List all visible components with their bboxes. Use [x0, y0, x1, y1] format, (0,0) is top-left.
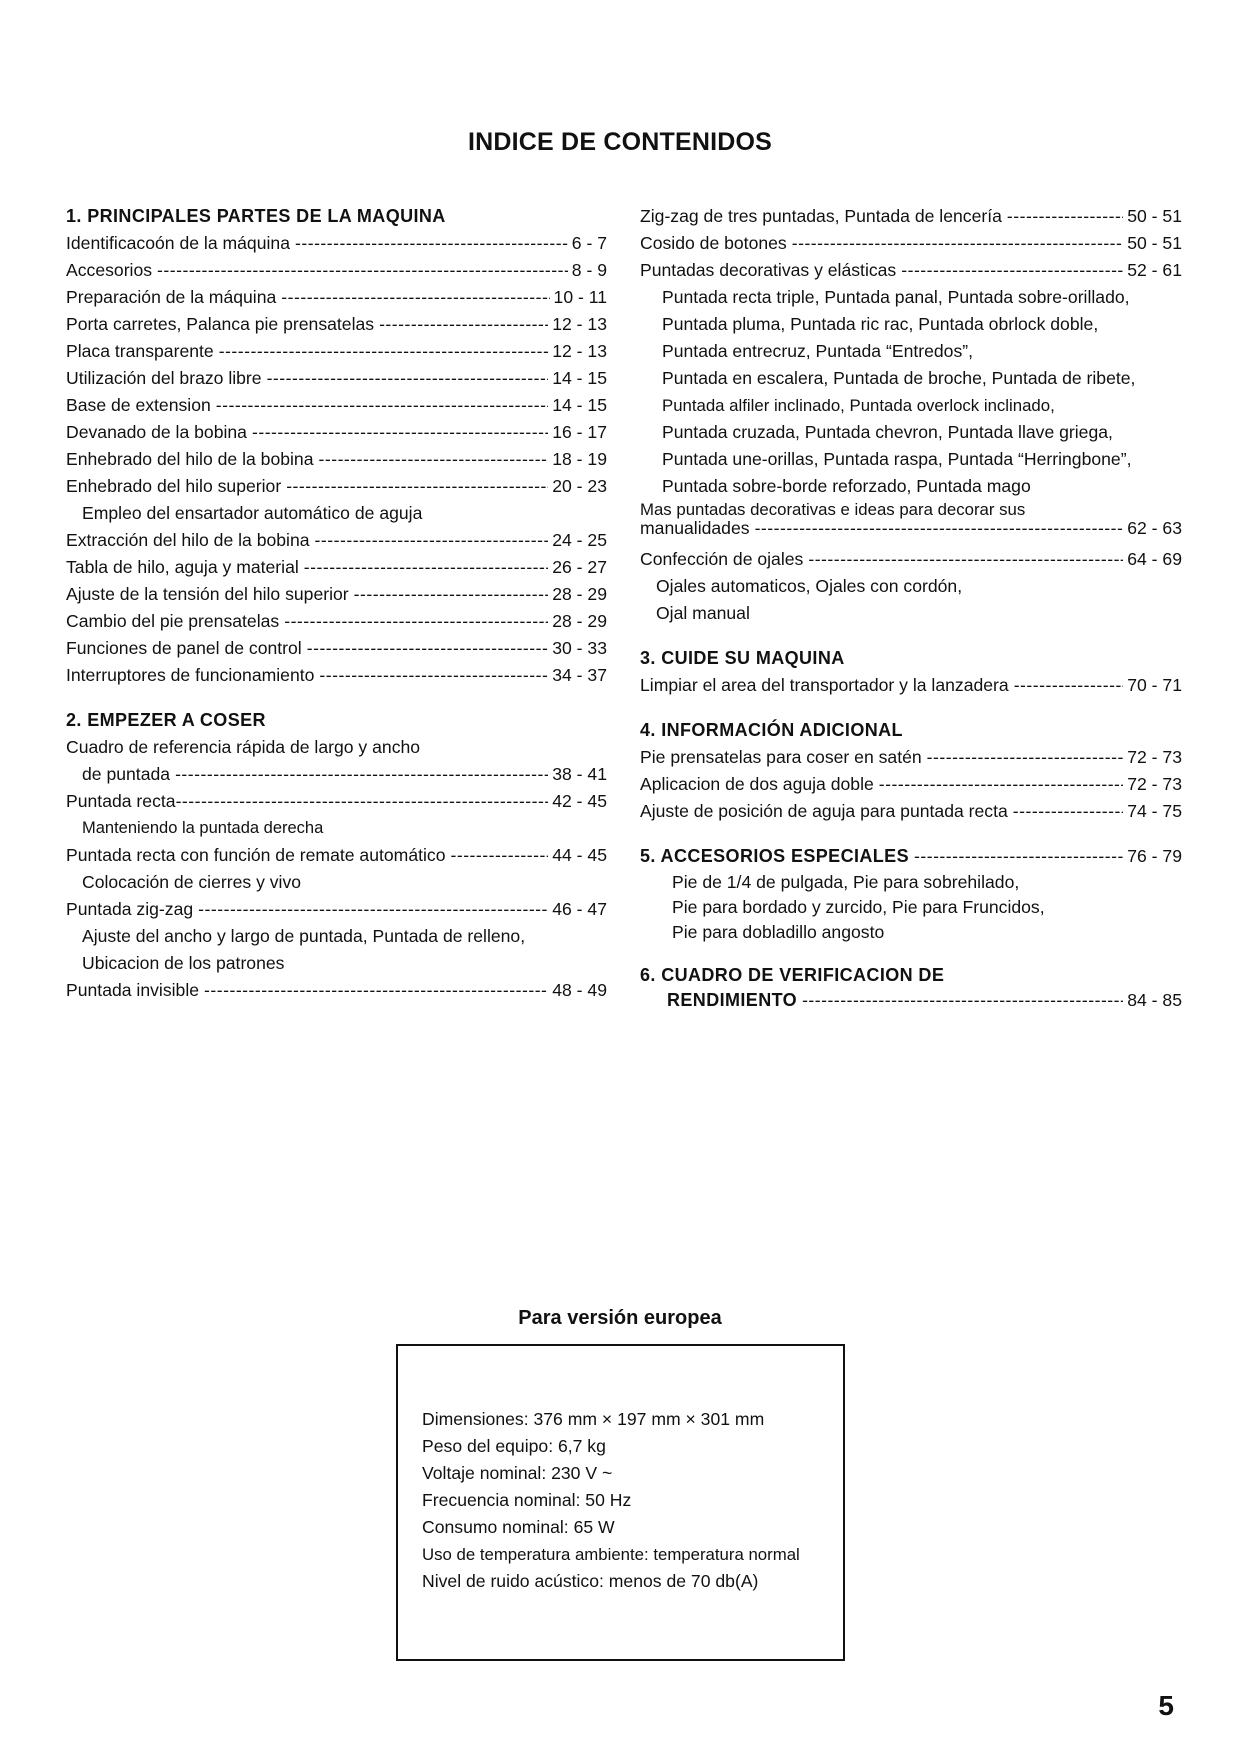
spec-line: Consumo nominal: 65 W [422, 1517, 615, 1537]
entry-title: Pie prensatelas para coser en satén [640, 747, 922, 767]
toc-subentry: Puntada entrecruz, Puntada “Entredos”, [662, 341, 974, 361]
toc-subentry: Ajuste del ancho y largo de puntada, Puntada de relleno, [82, 926, 526, 946]
entry-pages: 8 - 9 [571, 260, 607, 280]
entry-title: Ajuste de posición de aguja para puntada recta [640, 801, 1008, 821]
dot-leader [901, 257, 1123, 284]
entry-pages: 50 - 51 [1127, 233, 1182, 253]
toc-entry-line: Mas puntadas decorativas e ideas para decorar sus [640, 500, 1026, 519]
toc-entry[interactable] [66, 257, 607, 284]
dot-leader [319, 446, 549, 473]
toc-subentry: Pie para bordado y zurcido, Pie para Fruncidos, [672, 897, 1045, 917]
entry-pages: 46 - 47 [552, 899, 607, 919]
toc-subentry: Puntada recta triple, Puntada panal, Puntada sobre-orillado, [662, 287, 1130, 307]
toc-entry[interactable] [66, 554, 607, 581]
toc-subentry: Ojales automaticos, Ojales con cordón, [656, 576, 963, 596]
toc-entry[interactable] [640, 203, 1182, 230]
entry-title: Puntada invisible [66, 980, 200, 1000]
toc-subentry: Colocación de cierres y vivo [82, 872, 302, 892]
toc-entry[interactable] [66, 896, 607, 923]
entry-pages: 72 - 73 [1127, 747, 1182, 767]
toc-entry[interactable] [66, 338, 607, 365]
section-heading: 6. CUADRO DE VERIFICACION DE [640, 965, 945, 985]
entry-title: Aplicacion de dos aguja doble [640, 774, 874, 794]
dot-leader [1007, 203, 1123, 230]
toc-entry[interactable] [66, 581, 607, 608]
entry-pages: 24 - 25 [552, 530, 607, 550]
section-heading: 2. EMPEZER A COSER [66, 710, 266, 730]
dot-leader [802, 988, 1123, 1013]
entry-title: Puntada recta [66, 791, 176, 811]
dot-leader [927, 744, 1124, 771]
entry-pages: 62 - 63 [1127, 519, 1182, 538]
toc-subentry: Ubicacion de los patrones [82, 953, 285, 973]
section-heading: 1. PRINCIPALES PARTES DE LA MAQUINA [66, 206, 446, 226]
dot-leader [157, 257, 568, 284]
entry-title: Cosido de botones [640, 233, 787, 253]
toc-entry[interactable] [66, 662, 607, 689]
dot-leader [307, 635, 548, 662]
section-heading: 4. INFORMACIÓN ADICIONAL [640, 720, 903, 740]
toc-entry-line: Cuadro de referencia rápida de largo y ancho [66, 737, 421, 757]
entry-title: Cambio del pie prensatelas [66, 611, 280, 631]
entry-pages: 20 - 23 [552, 476, 607, 496]
section-heading: 3. CUIDE SU MAQUINA [640, 648, 845, 668]
specifications-list [422, 1406, 800, 1595]
toc-entry[interactable] [640, 546, 1182, 573]
toc-entry[interactable] [66, 608, 607, 635]
dot-leader [808, 546, 1123, 573]
entry-title: Zig-zag de tres puntadas, Puntada de lencería [640, 206, 1002, 226]
entry-title: Puntadas decorativas y elásticas [640, 260, 897, 280]
entry-title: Identificacoón de la máquina [66, 233, 290, 253]
spec-line: Uso de temperatura ambiente: temperatura normal [422, 1545, 800, 1564]
entry-pages: 10 - 11 [553, 287, 607, 307]
entry-title: Tabla de hilo, aguja y material [66, 557, 299, 577]
toc-section-entry[interactable] [640, 988, 1182, 1013]
dot-leader [1013, 798, 1123, 825]
toc-subentry: Puntada sobre-borde reforzado, Puntada mago [662, 476, 1031, 496]
toc-entry[interactable] [640, 771, 1182, 798]
toc-left-column [66, 203, 607, 1004]
toc-entry[interactable] [640, 744, 1182, 771]
toc-entry[interactable] [66, 761, 607, 788]
entry-pages: 50 - 51 [1127, 206, 1182, 226]
entry-pages: 28 - 29 [552, 611, 607, 631]
toc-subentry: Empleo del ensartador automático de aguja [82, 503, 423, 523]
toc-subentry: Puntada une-orillas, Puntada raspa, Puntada “Herringbone”, [662, 449, 1132, 469]
dot-leader [175, 761, 548, 788]
entry-title: manualidades [640, 519, 750, 538]
toc-entry[interactable] [66, 419, 607, 446]
entry-title: Porta carretes, Palanca pie prensatelas [66, 314, 375, 334]
spec-line: Dimensiones: 376 mm × 197 mm × 301 mm [422, 1409, 765, 1429]
entry-title: Limpiar el area del transportador y la lanzadera [640, 675, 1009, 695]
toc-subentry: Pie para dobladillo angosto [672, 922, 885, 942]
dot-leader [315, 527, 549, 554]
toc-subentry: Puntada alfiler inclinado, Puntada overlock inclinado, [662, 396, 1055, 415]
entry-title: Puntada zig-zag [66, 899, 194, 919]
toc-entry[interactable] [66, 527, 607, 554]
toc-entry[interactable] [66, 446, 607, 473]
dot-leader [295, 230, 568, 257]
entry-pages: 26 - 27 [552, 557, 607, 577]
european-version-title: Para versión europea [518, 1307, 722, 1329]
entry-title: Confección de ojales [640, 549, 804, 569]
entry-pages: 44 - 45 [552, 845, 607, 865]
dot-leader [204, 977, 548, 1004]
toc-section-entry[interactable] [640, 843, 1182, 870]
spec-line: Frecuencia nominal: 50 Hz [422, 1490, 632, 1510]
entry-title: de puntada [82, 764, 171, 784]
dot-leader [219, 338, 549, 365]
entry-title: Utilización del brazo libre [66, 368, 262, 388]
dot-leader [1014, 672, 1124, 699]
toc-entry[interactable] [66, 311, 607, 338]
entry-title: Accesorios [66, 260, 153, 280]
dot-leader [450, 842, 548, 869]
page-title: INDICE DE CONTENIDOS [467, 128, 773, 156]
dot-leader [319, 662, 548, 689]
entry-title: Puntada recta con función de remate automático [66, 845, 446, 865]
toc-entry[interactable] [640, 230, 1182, 257]
dot-leader [304, 554, 548, 581]
dot-leader [879, 771, 1123, 798]
entry-pages: 64 - 69 [1127, 549, 1182, 569]
dot-leader [354, 581, 549, 608]
dot-leader [281, 284, 549, 311]
entry-pages: 14 - 15 [552, 368, 607, 388]
section-heading: RENDIMIENTO [667, 990, 798, 1010]
toc-subentry: Puntada pluma, Puntada ric rac, Puntada obrlock doble, [662, 314, 1099, 334]
entry-pages: 72 - 73 [1127, 774, 1182, 794]
entry-pages: 34 - 37 [552, 665, 607, 685]
entry-title: Enhebrado del hilo superior [66, 476, 282, 496]
toc-entry[interactable] [66, 365, 607, 392]
entry-pages: 84 - 85 [1127, 990, 1182, 1010]
toc-entry[interactable] [66, 392, 607, 419]
toc-entry[interactable] [66, 842, 607, 869]
entry-pages: 30 - 33 [552, 638, 607, 658]
entry-title: Preparación de la máquina [66, 287, 277, 307]
section-heading: 5. ACCESORIOS ESPECIALES [640, 846, 909, 866]
toc-right-column [640, 203, 1182, 1013]
entry-pages: 42 - 45 [552, 791, 607, 811]
toc-entry[interactable] [66, 230, 607, 257]
toc-subentry: Puntada cruzada, Puntada chevron, Puntada llave griega, [662, 422, 1113, 442]
entry-pages: 18 - 19 [552, 449, 607, 469]
entry-pages: 38 - 41 [552, 764, 607, 784]
toc-entry[interactable] [66, 635, 607, 662]
toc-subentry: Manteniendo la puntada derecha [82, 819, 324, 837]
dot-leader [252, 419, 548, 446]
dot-leader [286, 473, 548, 500]
entry-pages: 12 - 13 [552, 341, 607, 361]
dot-leader [284, 608, 548, 635]
toc-entry[interactable] [640, 672, 1182, 699]
toc-subentry: Ojal manual [656, 603, 750, 623]
spec-line: Peso del equipo: 6,7 kg [422, 1436, 606, 1456]
toc-subentry: Puntada en escalera, Puntada de broche, Puntada de ribete, [662, 368, 1136, 388]
entry-title: Base de extension [66, 395, 211, 415]
entry-pages: 52 - 61 [1127, 260, 1182, 280]
toc-entry[interactable] [66, 977, 607, 1004]
dot-leader [914, 843, 1123, 870]
entry-pages: 28 - 29 [552, 584, 607, 604]
toc-entry[interactable] [640, 257, 1182, 284]
specifications-box [396, 1344, 845, 1661]
entry-pages: 16 - 17 [552, 422, 607, 442]
entry-pages: 74 - 75 [1127, 801, 1182, 821]
entry-title: Devanado de la bobina [66, 422, 247, 442]
dot-leader [267, 365, 549, 392]
toc-entry[interactable] [640, 519, 1182, 538]
toc-entry[interactable] [66, 788, 607, 815]
entry-title: Ajuste de la tensión del hilo superior [66, 584, 349, 604]
toc-entry[interactable] [66, 473, 607, 500]
entry-pages: 48 - 49 [552, 980, 607, 1000]
dot-leader [216, 392, 548, 419]
entry-title: Placa transparente [66, 341, 214, 361]
entry-pages: 6 - 7 [571, 233, 607, 253]
entry-title: Funciones de panel de control [66, 638, 302, 658]
entry-pages: 70 - 71 [1127, 675, 1182, 695]
entry-pages: 14 - 15 [552, 395, 607, 415]
entry-pages: 12 - 13 [552, 314, 607, 334]
dot-leader [755, 519, 1124, 538]
page-number: 5 [1158, 1690, 1174, 1721]
spec-line: Voltaje nominal: 230 V ~ [422, 1463, 613, 1483]
entry-pages: 76 - 79 [1127, 846, 1182, 866]
entry-title: Extracción del hilo de la bobina [66, 530, 310, 550]
dot-leader [198, 896, 548, 923]
spec-line: Nivel de ruido acústico: menos de 70 db(A) [422, 1571, 759, 1591]
toc-entry[interactable] [66, 284, 607, 311]
dot-leader [792, 230, 1123, 257]
entry-title: Interruptores de funcionamiento [66, 665, 315, 685]
toc-subentry: Pie de 1/4 de pulgada, Pie para sobrehilado, [672, 872, 1020, 892]
dot-leader [379, 311, 548, 338]
dot-leader [176, 788, 549, 815]
entry-title: Enhebrado del hilo de la bobina [66, 449, 314, 469]
toc-entry[interactable] [640, 798, 1182, 825]
